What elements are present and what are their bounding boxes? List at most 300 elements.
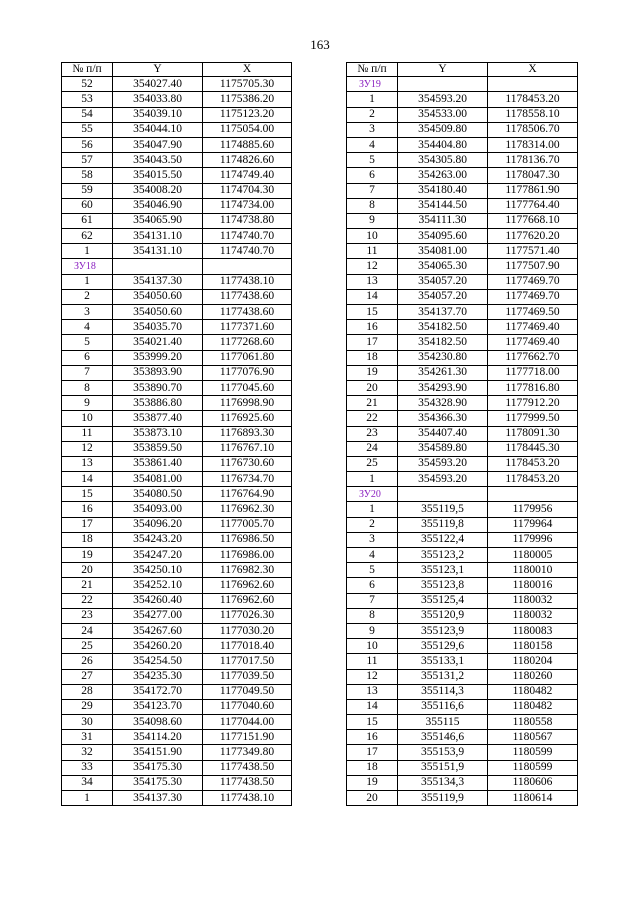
y-coordinate-cell: 355131,2 bbox=[398, 669, 488, 684]
y-coordinate-cell: 355122,4 bbox=[398, 532, 488, 547]
table-row bbox=[62, 532, 292, 547]
x-coordinate-cell: 1177438.50 bbox=[203, 775, 292, 790]
point-number-cell: 20 bbox=[62, 563, 113, 578]
table-row bbox=[347, 578, 578, 593]
x-coordinate-cell: 1177999.50 bbox=[488, 411, 578, 426]
empty-cell bbox=[398, 487, 488, 502]
y-coordinate-cell: 354593.20 bbox=[398, 472, 488, 487]
x-coordinate-cell: 1177438.10 bbox=[203, 791, 292, 806]
y-coordinate-cell: 353873.10 bbox=[113, 426, 203, 441]
y-coordinate-cell: 354098.60 bbox=[113, 715, 203, 730]
land-plot-label: ЗУ20 bbox=[347, 487, 398, 502]
empty-cell bbox=[398, 77, 488, 92]
y-coordinate-cell: 354230.80 bbox=[398, 350, 488, 365]
y-coordinate-cell: 354172.70 bbox=[113, 684, 203, 699]
table-row bbox=[347, 654, 578, 669]
point-number-cell: 6 bbox=[62, 350, 113, 365]
header-x: X bbox=[488, 63, 578, 77]
y-coordinate-cell: 354305.80 bbox=[398, 153, 488, 168]
table-row bbox=[62, 168, 292, 183]
table-row bbox=[62, 122, 292, 137]
x-coordinate-cell: 1180016 bbox=[488, 578, 578, 593]
point-number-cell: 1 bbox=[347, 92, 398, 107]
table-row bbox=[62, 456, 292, 471]
x-coordinate-cell: 1180158 bbox=[488, 639, 578, 654]
point-number-cell: 14 bbox=[62, 472, 113, 487]
y-coordinate-cell: 354050.60 bbox=[113, 305, 203, 320]
y-coordinate-cell: 354033.80 bbox=[113, 92, 203, 107]
point-number-cell: 53 bbox=[62, 92, 113, 107]
point-number-cell: 26 bbox=[62, 654, 113, 669]
point-number-cell: 9 bbox=[347, 623, 398, 638]
table-row bbox=[62, 730, 292, 745]
table-row bbox=[62, 775, 292, 790]
table-row bbox=[62, 153, 292, 168]
point-number-cell: 28 bbox=[62, 684, 113, 699]
x-coordinate-cell: 1175054.00 bbox=[203, 122, 292, 137]
x-coordinate-cell: 1178453.20 bbox=[488, 472, 578, 487]
y-coordinate-cell: 354093.00 bbox=[113, 502, 203, 517]
y-coordinate-cell: 354095.60 bbox=[398, 229, 488, 244]
y-coordinate-cell: 354589.80 bbox=[398, 441, 488, 456]
table-row bbox=[62, 639, 292, 654]
x-coordinate-cell: 1176767.10 bbox=[203, 441, 292, 456]
y-coordinate-cell: 354081.00 bbox=[113, 472, 203, 487]
table-row bbox=[62, 441, 292, 456]
x-coordinate-cell: 1177438.60 bbox=[203, 289, 292, 304]
table-row bbox=[347, 563, 578, 578]
point-number-cell: 23 bbox=[62, 608, 113, 623]
y-coordinate-cell: 354151.90 bbox=[113, 745, 203, 760]
x-coordinate-cell: 1177620.20 bbox=[488, 229, 578, 244]
x-coordinate-cell: 1174826.60 bbox=[203, 153, 292, 168]
table-row bbox=[347, 684, 578, 699]
y-coordinate-cell: 354080.50 bbox=[113, 487, 203, 502]
y-coordinate-cell: 354008.20 bbox=[113, 183, 203, 198]
y-coordinate-cell: 354252.10 bbox=[113, 578, 203, 593]
x-coordinate-cell: 1177861.90 bbox=[488, 183, 578, 198]
y-coordinate-cell: 354137.30 bbox=[113, 274, 203, 289]
point-number-cell: 4 bbox=[347, 137, 398, 152]
y-coordinate-cell: 355123,9 bbox=[398, 623, 488, 638]
table-row bbox=[62, 426, 292, 441]
table-row bbox=[347, 229, 578, 244]
y-coordinate-cell: 354065.30 bbox=[398, 259, 488, 274]
x-coordinate-cell: 1177268.60 bbox=[203, 335, 292, 350]
y-coordinate-cell: 354057.20 bbox=[398, 274, 488, 289]
y-coordinate-cell: 355123,8 bbox=[398, 578, 488, 593]
y-coordinate-cell: 354137.30 bbox=[113, 791, 203, 806]
x-coordinate-cell: 1176962.60 bbox=[203, 593, 292, 608]
x-coordinate-cell: 1180010 bbox=[488, 563, 578, 578]
point-number-cell: 9 bbox=[62, 396, 113, 411]
land-plot-label: ЗУ18 bbox=[62, 259, 113, 274]
table-row bbox=[347, 456, 578, 471]
y-coordinate-cell: 354046.90 bbox=[113, 198, 203, 213]
point-number-cell: 5 bbox=[347, 563, 398, 578]
x-coordinate-cell: 1178136.70 bbox=[488, 153, 578, 168]
point-number-cell: 10 bbox=[62, 411, 113, 426]
table-row bbox=[347, 305, 578, 320]
table-row bbox=[347, 730, 578, 745]
point-number-cell: 1 bbox=[62, 791, 113, 806]
y-coordinate-cell: 355114,3 bbox=[398, 684, 488, 699]
x-coordinate-cell: 1177076.90 bbox=[203, 365, 292, 380]
x-coordinate-cell: 1176764.90 bbox=[203, 487, 292, 502]
x-coordinate-cell: 1177469.50 bbox=[488, 305, 578, 320]
x-coordinate-cell: 1178506.70 bbox=[488, 122, 578, 137]
table-row bbox=[62, 274, 292, 289]
point-number-cell: 17 bbox=[347, 745, 398, 760]
x-coordinate-cell: 1177469.40 bbox=[488, 335, 578, 350]
x-coordinate-cell: 1174734.00 bbox=[203, 198, 292, 213]
table-row bbox=[347, 380, 578, 395]
y-coordinate-cell: 354175.30 bbox=[113, 775, 203, 790]
table-row bbox=[347, 426, 578, 441]
land-plot-label: ЗУ19 bbox=[347, 77, 398, 92]
table-row bbox=[62, 791, 292, 806]
point-number-cell: 29 bbox=[62, 699, 113, 714]
point-number-cell: 62 bbox=[62, 229, 113, 244]
point-number-cell: 1 bbox=[347, 472, 398, 487]
x-coordinate-cell: 1176982.30 bbox=[203, 563, 292, 578]
empty-cell bbox=[488, 487, 578, 502]
table-header-row bbox=[347, 63, 578, 77]
x-coordinate-cell: 1180083 bbox=[488, 623, 578, 638]
table-row bbox=[347, 335, 578, 350]
y-coordinate-cell: 355129,6 bbox=[398, 639, 488, 654]
y-coordinate-cell: 354065.90 bbox=[113, 213, 203, 228]
y-coordinate-cell: 354509.80 bbox=[398, 122, 488, 137]
x-coordinate-cell: 1180599 bbox=[488, 760, 578, 775]
y-coordinate-cell: 354182.50 bbox=[398, 335, 488, 350]
x-coordinate-cell: 1176998.90 bbox=[203, 396, 292, 411]
x-coordinate-cell: 1174740.70 bbox=[203, 229, 292, 244]
table-row bbox=[347, 274, 578, 289]
x-coordinate-cell: 1177438.60 bbox=[203, 305, 292, 320]
y-coordinate-cell: 354039.10 bbox=[113, 107, 203, 122]
page-number: 163 bbox=[310, 37, 330, 52]
table-row bbox=[347, 639, 578, 654]
point-number-cell: 7 bbox=[347, 593, 398, 608]
point-number-cell: 14 bbox=[347, 289, 398, 304]
x-coordinate-cell: 1174885.60 bbox=[203, 137, 292, 152]
x-coordinate-cell: 1177469.70 bbox=[488, 289, 578, 304]
x-coordinate-cell: 1177349.80 bbox=[203, 745, 292, 760]
point-number-cell: 18 bbox=[347, 760, 398, 775]
x-coordinate-cell: 1177044.00 bbox=[203, 715, 292, 730]
table-row bbox=[347, 259, 578, 274]
point-number-cell: 23 bbox=[347, 426, 398, 441]
table-row bbox=[62, 305, 292, 320]
table-header-row bbox=[62, 63, 292, 77]
point-number-cell: 56 bbox=[62, 137, 113, 152]
point-number-cell: 3 bbox=[62, 305, 113, 320]
x-coordinate-cell: 1177030.20 bbox=[203, 623, 292, 638]
x-coordinate-cell: 1177026.30 bbox=[203, 608, 292, 623]
table-row bbox=[62, 229, 292, 244]
y-coordinate-cell: 354328.90 bbox=[398, 396, 488, 411]
table-row bbox=[62, 472, 292, 487]
table-row bbox=[62, 563, 292, 578]
x-coordinate-cell: 1174738.80 bbox=[203, 213, 292, 228]
empty-cell bbox=[488, 77, 578, 92]
point-number-cell: 30 bbox=[62, 715, 113, 730]
y-coordinate-cell: 354261.30 bbox=[398, 365, 488, 380]
section-label-row bbox=[347, 487, 578, 502]
table-row bbox=[347, 183, 578, 198]
x-coordinate-cell: 1180005 bbox=[488, 548, 578, 563]
y-coordinate-cell: 354260.40 bbox=[113, 593, 203, 608]
point-number-cell: 2 bbox=[62, 289, 113, 304]
table-row bbox=[347, 153, 578, 168]
y-coordinate-cell: 355134,3 bbox=[398, 775, 488, 790]
y-coordinate-cell: 354254.50 bbox=[113, 654, 203, 669]
point-number-cell: 8 bbox=[347, 198, 398, 213]
y-coordinate-cell: 355153,9 bbox=[398, 745, 488, 760]
y-coordinate-cell: 355133,1 bbox=[398, 654, 488, 669]
x-coordinate-cell: 1174740.70 bbox=[203, 244, 292, 259]
table-row bbox=[347, 517, 578, 532]
x-coordinate-cell: 1177662.70 bbox=[488, 350, 578, 365]
y-coordinate-cell: 354114.20 bbox=[113, 730, 203, 745]
y-coordinate-cell: 354035.70 bbox=[113, 320, 203, 335]
y-coordinate-cell: 354131.10 bbox=[113, 229, 203, 244]
y-coordinate-cell: 354593.20 bbox=[398, 456, 488, 471]
x-coordinate-cell: 1177005.70 bbox=[203, 517, 292, 532]
point-number-cell: 33 bbox=[62, 760, 113, 775]
y-coordinate-cell: 353877.40 bbox=[113, 411, 203, 426]
y-coordinate-cell: 355115 bbox=[398, 715, 488, 730]
point-number-cell: 10 bbox=[347, 229, 398, 244]
point-number-cell: 6 bbox=[347, 168, 398, 183]
y-coordinate-cell: 354137.70 bbox=[398, 305, 488, 320]
x-coordinate-cell: 1180599 bbox=[488, 745, 578, 760]
table-row bbox=[62, 365, 292, 380]
table-row bbox=[347, 623, 578, 638]
table-row bbox=[347, 791, 578, 806]
point-number-cell: 19 bbox=[347, 775, 398, 790]
table-row bbox=[62, 623, 292, 638]
x-coordinate-cell: 1176734.70 bbox=[203, 472, 292, 487]
point-number-cell: 12 bbox=[347, 669, 398, 684]
table-row bbox=[62, 183, 292, 198]
x-coordinate-cell: 1180614 bbox=[488, 791, 578, 806]
x-coordinate-cell: 1175705.30 bbox=[203, 77, 292, 92]
y-coordinate-cell: 354057.20 bbox=[398, 289, 488, 304]
table-row bbox=[62, 715, 292, 730]
x-coordinate-cell: 1176986.50 bbox=[203, 532, 292, 547]
point-number-cell: 59 bbox=[62, 183, 113, 198]
header-x: X bbox=[203, 63, 292, 77]
point-number-cell: 27 bbox=[62, 669, 113, 684]
table-row bbox=[347, 775, 578, 790]
y-coordinate-cell: 354235.30 bbox=[113, 669, 203, 684]
y-coordinate-cell: 354096.20 bbox=[113, 517, 203, 532]
point-number-cell: 3 bbox=[347, 122, 398, 137]
x-coordinate-cell: 1177017.50 bbox=[203, 654, 292, 669]
y-coordinate-cell: 353890.70 bbox=[113, 380, 203, 395]
y-coordinate-cell: 354267.60 bbox=[113, 623, 203, 638]
y-coordinate-cell: 354144.50 bbox=[398, 198, 488, 213]
point-number-cell: 24 bbox=[347, 441, 398, 456]
table-row bbox=[347, 168, 578, 183]
point-number-cell: 17 bbox=[62, 517, 113, 532]
table-row bbox=[62, 684, 292, 699]
header-y: Y bbox=[113, 63, 203, 77]
table-row bbox=[62, 548, 292, 563]
point-number-cell: 4 bbox=[347, 548, 398, 563]
y-coordinate-cell: 354407.40 bbox=[398, 426, 488, 441]
y-coordinate-cell: 354243.20 bbox=[113, 532, 203, 547]
table-row bbox=[62, 760, 292, 775]
table-row bbox=[62, 669, 292, 684]
y-coordinate-cell: 354277.00 bbox=[113, 608, 203, 623]
point-number-cell: 1 bbox=[347, 502, 398, 517]
x-coordinate-cell: 1177718.00 bbox=[488, 365, 578, 380]
point-number-cell: 34 bbox=[62, 775, 113, 790]
point-number-cell: 22 bbox=[347, 411, 398, 426]
y-coordinate-cell: 355116,6 bbox=[398, 699, 488, 714]
x-coordinate-cell: 1176962.60 bbox=[203, 578, 292, 593]
x-coordinate-cell: 1180567 bbox=[488, 730, 578, 745]
table-row bbox=[62, 320, 292, 335]
point-number-cell: 60 bbox=[62, 198, 113, 213]
point-number-cell: 15 bbox=[62, 487, 113, 502]
coordinates-table-right bbox=[346, 62, 578, 806]
y-coordinate-cell: 353886.80 bbox=[113, 396, 203, 411]
y-coordinate-cell: 354027.40 bbox=[113, 77, 203, 92]
table-row bbox=[62, 244, 292, 259]
y-coordinate-cell: 354111.30 bbox=[398, 213, 488, 228]
table-row bbox=[347, 350, 578, 365]
coordinates-table-left bbox=[61, 62, 292, 806]
x-coordinate-cell: 1177040.60 bbox=[203, 699, 292, 714]
table-row bbox=[347, 92, 578, 107]
table-row bbox=[62, 411, 292, 426]
y-coordinate-cell: 354366.30 bbox=[398, 411, 488, 426]
point-number-cell: 8 bbox=[62, 380, 113, 395]
x-coordinate-cell: 1178445.30 bbox=[488, 441, 578, 456]
table-row bbox=[62, 699, 292, 714]
x-coordinate-cell: 1177151.90 bbox=[203, 730, 292, 745]
table-row bbox=[347, 593, 578, 608]
header-number: № п/п bbox=[347, 63, 398, 77]
x-coordinate-cell: 1177061.80 bbox=[203, 350, 292, 365]
point-number-cell: 18 bbox=[62, 532, 113, 547]
y-coordinate-cell: 354043.50 bbox=[113, 153, 203, 168]
table-row bbox=[62, 289, 292, 304]
table-row bbox=[347, 411, 578, 426]
point-number-cell: 13 bbox=[347, 274, 398, 289]
point-number-cell: 21 bbox=[62, 578, 113, 593]
x-coordinate-cell: 1177469.40 bbox=[488, 320, 578, 335]
x-coordinate-cell: 1175386.20 bbox=[203, 92, 292, 107]
section-label-row bbox=[347, 77, 578, 92]
point-number-cell: 17 bbox=[347, 335, 398, 350]
y-coordinate-cell: 355119,5 bbox=[398, 502, 488, 517]
x-coordinate-cell: 1174704.30 bbox=[203, 183, 292, 198]
table-row bbox=[62, 608, 292, 623]
x-coordinate-cell: 1179964 bbox=[488, 517, 578, 532]
table-row bbox=[347, 745, 578, 760]
x-coordinate-cell: 1180032 bbox=[488, 593, 578, 608]
x-coordinate-cell: 1176730.60 bbox=[203, 456, 292, 471]
table-row bbox=[62, 77, 292, 92]
table-row bbox=[347, 441, 578, 456]
table-row bbox=[347, 760, 578, 775]
point-number-cell: 20 bbox=[347, 791, 398, 806]
table-row bbox=[62, 487, 292, 502]
y-coordinate-cell: 353999.20 bbox=[113, 350, 203, 365]
table-row bbox=[62, 745, 292, 760]
point-number-cell: 12 bbox=[62, 441, 113, 456]
y-coordinate-cell: 354263.00 bbox=[398, 168, 488, 183]
table-row bbox=[347, 669, 578, 684]
table-row bbox=[347, 244, 578, 259]
y-coordinate-cell: 355120,9 bbox=[398, 608, 488, 623]
table-row bbox=[62, 213, 292, 228]
point-number-cell: 16 bbox=[62, 502, 113, 517]
x-coordinate-cell: 1178453.20 bbox=[488, 92, 578, 107]
point-number-cell: 31 bbox=[62, 730, 113, 745]
point-number-cell: 13 bbox=[62, 456, 113, 471]
table-row bbox=[62, 654, 292, 669]
point-number-cell: 22 bbox=[62, 593, 113, 608]
point-number-cell: 16 bbox=[347, 730, 398, 745]
point-number-cell: 7 bbox=[347, 183, 398, 198]
y-coordinate-cell: 354180.40 bbox=[398, 183, 488, 198]
point-number-cell: 55 bbox=[62, 122, 113, 137]
x-coordinate-cell: 1177045.60 bbox=[203, 380, 292, 395]
y-coordinate-cell: 355151,9 bbox=[398, 760, 488, 775]
y-coordinate-cell: 354250.10 bbox=[113, 563, 203, 578]
y-coordinate-cell: 354044.10 bbox=[113, 122, 203, 137]
x-coordinate-cell: 1176893.30 bbox=[203, 426, 292, 441]
point-number-cell: 19 bbox=[62, 548, 113, 563]
y-coordinate-cell: 354047.90 bbox=[113, 137, 203, 152]
x-coordinate-cell: 1180204 bbox=[488, 654, 578, 669]
table-row bbox=[347, 198, 578, 213]
y-coordinate-cell: 354081.00 bbox=[398, 244, 488, 259]
x-coordinate-cell: 1176925.60 bbox=[203, 411, 292, 426]
point-number-cell: 7 bbox=[62, 365, 113, 380]
table-row bbox=[347, 213, 578, 228]
x-coordinate-cell: 1178453.20 bbox=[488, 456, 578, 471]
table-row bbox=[347, 289, 578, 304]
y-coordinate-cell: 355119,9 bbox=[398, 791, 488, 806]
point-number-cell: 13 bbox=[347, 684, 398, 699]
table-row bbox=[62, 578, 292, 593]
point-number-cell: 32 bbox=[62, 745, 113, 760]
point-number-cell: 18 bbox=[347, 350, 398, 365]
table-row bbox=[62, 92, 292, 107]
x-coordinate-cell: 1179956 bbox=[488, 502, 578, 517]
x-coordinate-cell: 1177764.40 bbox=[488, 198, 578, 213]
y-coordinate-cell: 354293.90 bbox=[398, 380, 488, 395]
x-coordinate-cell: 1177049.50 bbox=[203, 684, 292, 699]
x-coordinate-cell: 1180032 bbox=[488, 608, 578, 623]
y-coordinate-cell: 354260.20 bbox=[113, 639, 203, 654]
table-row bbox=[62, 517, 292, 532]
table-row bbox=[347, 548, 578, 563]
y-coordinate-cell: 354131.10 bbox=[113, 244, 203, 259]
table-row bbox=[347, 137, 578, 152]
point-number-cell: 19 bbox=[347, 365, 398, 380]
x-coordinate-cell: 1177507.90 bbox=[488, 259, 578, 274]
x-coordinate-cell: 1180558 bbox=[488, 715, 578, 730]
y-coordinate-cell: 355146,6 bbox=[398, 730, 488, 745]
